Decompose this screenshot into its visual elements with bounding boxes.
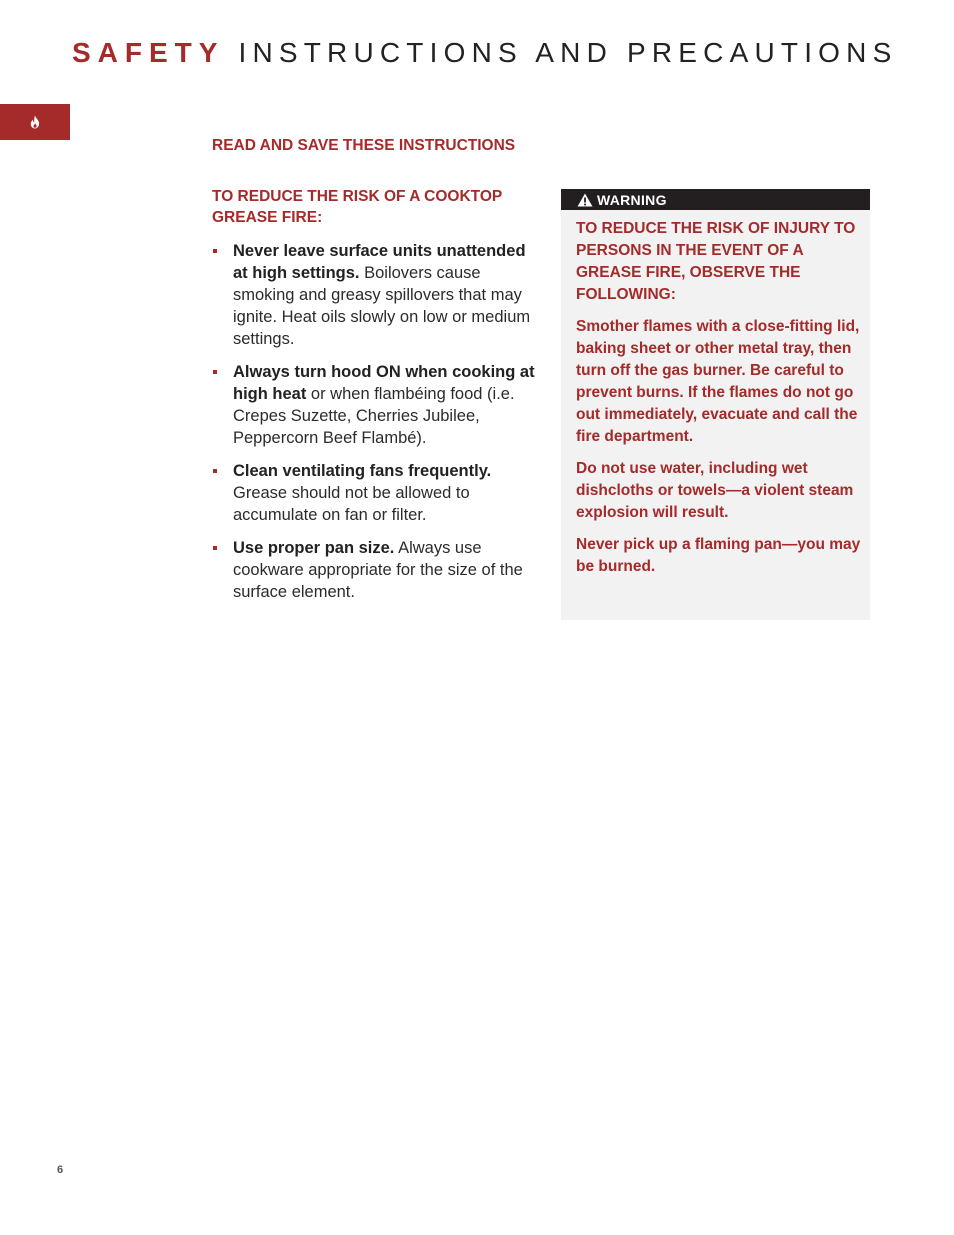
- list-item-text: or when flambéing food (i.e. Crepes Suzette, Cherries Jubilee, Peppercorn Beef Flambé).: [233, 385, 515, 447]
- list-item-strong: Clean ventilating fans frequently.: [233, 462, 492, 480]
- warning-triangle-icon: [577, 193, 597, 207]
- warning-label: WARNING: [597, 191, 667, 208]
- list-item: [212, 537, 537, 603]
- warning-paragraph: Smother flames with a close-fitting lid, baking sheet or other metal tray, then turn off the gas burner. Be careful to prevent burns. If the flames do not go out immediately, evacuate and call the fire department.: [576, 318, 860, 445]
- warning-paragraph: Never pick up a flaming pan—you may be burned.: [576, 536, 861, 575]
- list-item-strong: Never leave surface units unattended at high settings.: [233, 242, 526, 282]
- flame-icon: [29, 115, 41, 129]
- grease-fire-heading: TO REDUCE THE RISK OF A COOKTOP GREASE FIRE:: [212, 188, 502, 226]
- read-save-heading: READ AND SAVE THESE INSTRUCTIONS: [212, 137, 516, 154]
- bullet-square-icon: [213, 370, 217, 374]
- page-title-accent: SAFETY: [72, 37, 225, 68]
- bullet-square-icon: [213, 469, 217, 473]
- warning-paragraph: Do not use water, including wet dishcloths or towels—a violent steam explosion will result.: [576, 460, 854, 521]
- grease-fire-section: [212, 186, 537, 614]
- warning-body: [561, 210, 870, 578]
- warning-bar: [561, 189, 870, 210]
- list-item: [212, 361, 537, 449]
- list-item-strong: Use proper pan size.: [233, 539, 395, 557]
- page-number: 6: [57, 1164, 64, 1176]
- page-title: [72, 36, 898, 70]
- page-title-rest: INSTRUCTIONS AND PRECAUTIONS: [238, 37, 898, 68]
- grease-fire-list: [212, 240, 537, 603]
- list-item-strong: Always turn hood ON when cooking at high heat: [233, 363, 535, 403]
- list-item: [212, 240, 537, 350]
- list-item-text: Always use cookware appropriate for the size of the surface element.: [233, 539, 523, 601]
- warning-heading: TO REDUCE THE RISK OF INJURY TO PERSONS IN THE EVENT OF A GREASE FIRE, OBSERVE THE FOLLOWING:: [576, 220, 856, 303]
- bullet-square-icon: [213, 249, 217, 253]
- list-item: [212, 460, 537, 526]
- warning-box: [561, 189, 870, 620]
- list-item-text: Boilovers cause smoking and greasy spillovers that may ignite. Heat oils slowly on low or medium settings.: [233, 264, 531, 348]
- section-tab: [0, 104, 70, 140]
- bullet-square-icon: [213, 546, 217, 550]
- list-item-text: Grease should not be allowed to accumulate on fan or filter.: [233, 484, 470, 524]
